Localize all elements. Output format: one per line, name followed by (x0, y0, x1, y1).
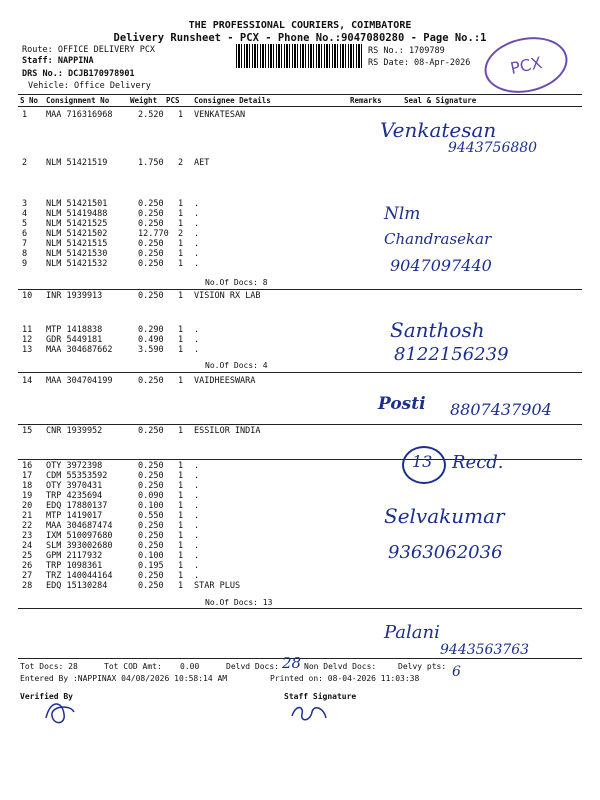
cell-sno: 6 (22, 229, 28, 239)
vehicle-label: Vehicle: Office Delivery (28, 81, 151, 91)
cell-sno: 2 (22, 158, 28, 168)
cell-pcs: 1 (178, 531, 184, 541)
cell-sno: 23 (22, 531, 33, 541)
cell-pcs: 1 (178, 345, 184, 355)
delivered-docs-count: 28 (282, 654, 302, 672)
cell-cno: MAA 304704199 (46, 376, 113, 386)
cell-consignee: . (194, 571, 200, 581)
docs-count-note: No.Of Docs: 13 (205, 598, 273, 607)
cell-wt: 0.250 (138, 521, 164, 531)
cell-wt: 0.290 (138, 325, 164, 335)
cell-sno: 15 (22, 426, 33, 436)
col-remarks: Remarks (350, 96, 382, 105)
cell-wt: 0.250 (138, 541, 164, 551)
total-docs: Tot Docs: 28 (20, 662, 78, 671)
cell-pcs: 1 (178, 511, 184, 521)
cell-wt: 0.250 (138, 239, 164, 249)
cell-wt: 0.250 (138, 426, 164, 436)
cell-sno: 25 (22, 551, 33, 561)
cell-wt: 1.750 (138, 158, 164, 168)
cell-consignee: . (194, 491, 200, 501)
cell-consignee: . (194, 335, 200, 345)
handwritten-count: 13 (412, 452, 433, 471)
cell-cno: OTY 3972398 (46, 461, 103, 471)
cell-consignee: VISION RX LAB (194, 291, 261, 301)
cell-pcs: 1 (178, 219, 184, 229)
delivery-points-count: 6 (452, 664, 461, 680)
cell-sno: 4 (22, 209, 28, 219)
cell-wt: 0.100 (138, 501, 164, 511)
company-name: THE PROFESSIONAL COURIERS, COIMBATORE (188, 20, 412, 31)
cell-wt: 0.550 (138, 511, 164, 521)
cell-cno: IXM 510097680 (46, 531, 113, 541)
cell-consignee: . (194, 325, 200, 335)
verified-by-label: Verified By (20, 692, 73, 701)
cell-consignee: VAIDHEESWARA (194, 376, 256, 386)
staff-label: Staff: NAPPINA (22, 56, 94, 66)
cell-consignee: . (194, 199, 200, 209)
cell-sno: 7 (22, 239, 28, 249)
col-consignee: Consignee Details (194, 96, 271, 105)
handwritten-signature: Selvakumar (384, 504, 505, 528)
cell-consignee: . (194, 531, 200, 541)
cell-pcs: 1 (178, 461, 184, 471)
cell-consignee: . (194, 501, 200, 511)
handwritten-phone: 9047097440 (390, 256, 492, 275)
cell-cno: SLM 393002680 (46, 541, 113, 551)
handwritten-received: Recd. (452, 452, 504, 473)
cell-cno: MTP 1418838 (46, 325, 103, 335)
cell-wt: 2.520 (138, 110, 164, 120)
cell-pcs: 1 (178, 249, 184, 259)
cell-wt: 0.090 (138, 491, 164, 501)
cell-pcs: 1 (178, 501, 184, 511)
cell-sno: 17 (22, 471, 33, 481)
pcx-stamp: PCX (479, 30, 572, 100)
handwritten-phone: 8122156239 (394, 344, 509, 365)
handwritten-phone: 9363062036 (388, 542, 503, 563)
cell-sno: 8 (22, 249, 28, 259)
cell-sno: 27 (22, 571, 33, 581)
drs-number: DRS No.: DCJB170978901 (22, 69, 135, 79)
barcode (236, 44, 364, 68)
route-label: Route: OFFICE DELIVERY PCX (22, 45, 156, 55)
cell-pcs: 1 (178, 471, 184, 481)
cell-cno: GDR 5449181 (46, 335, 103, 345)
cell-cno: NLM 51421530 (46, 249, 108, 259)
cell-consignee: . (194, 511, 200, 521)
non-delivered-docs-label: Non Delvd Docs: (304, 662, 377, 671)
cell-cno: MAA 716316968 (46, 110, 113, 120)
cell-wt: 0.250 (138, 259, 164, 269)
col-sno: S No (20, 96, 39, 105)
cell-consignee: . (194, 209, 200, 219)
group-separator (18, 424, 582, 425)
cell-consignee: . (194, 259, 200, 269)
cell-pcs: 1 (178, 325, 184, 335)
docs-count-note: No.Of Docs: 4 (205, 361, 268, 370)
cell-consignee: . (194, 561, 200, 571)
cell-cno: TRP 1098361 (46, 561, 103, 571)
cell-wt: 0.250 (138, 481, 164, 491)
cell-pcs: 1 (178, 110, 184, 120)
printed-on: Printed on: 08-04-2026 11:03:38 (270, 674, 420, 683)
cell-cno: EDQ 15130284 (46, 581, 108, 591)
total-cod-label: Tot COD Amt: (104, 662, 162, 671)
header-rule-bottom (18, 106, 582, 107)
group-separator (18, 608, 582, 609)
cell-wt: 3.590 (138, 345, 164, 355)
rs-number: RS No.: 1709789 (368, 46, 445, 56)
cell-consignee: VENKATESAN (194, 110, 246, 120)
handwritten-note: Nlm (384, 204, 421, 224)
cell-cno: NLM 51421532 (46, 259, 108, 269)
col-weight: Weight (130, 96, 158, 105)
cell-pcs: 1 (178, 199, 184, 209)
cell-pcs: 1 (178, 426, 184, 436)
cell-cno: EDQ 17880137 (46, 501, 108, 511)
cell-cno: NLM 51419488 (46, 209, 108, 219)
cell-cno: NLM 51421519 (46, 158, 108, 168)
cell-pcs: 1 (178, 551, 184, 561)
total-cod-amount: 0.00 (180, 662, 200, 671)
cell-wt: 0.250 (138, 291, 164, 301)
handwritten-phone: 9443756880 (448, 140, 538, 156)
cell-cno: MAA 304687662 (46, 345, 113, 355)
cell-sno: 28 (22, 581, 33, 591)
delivered-docs-label: Delvd Docs: (226, 662, 279, 671)
cell-cno: OTY 3970431 (46, 481, 103, 491)
cell-sno: 19 (22, 491, 33, 501)
cell-consignee: . (194, 345, 200, 355)
handwritten-phone: 9443563763 (440, 642, 530, 658)
handwritten-signature: Posti (378, 394, 426, 414)
cell-sno: 14 (22, 376, 33, 386)
cell-cno: NLM 51421525 (46, 219, 108, 229)
cell-wt: 0.250 (138, 209, 164, 219)
cell-wt: 0.100 (138, 551, 164, 561)
cell-pcs: 1 (178, 491, 184, 501)
cell-wt: 0.250 (138, 531, 164, 541)
header-rule-top (18, 94, 582, 95)
delivery-points-label: Delvy pts: (398, 662, 447, 671)
cell-consignee: . (194, 249, 200, 259)
cell-cno: CDM 55353592 (46, 471, 108, 481)
cell-cno: TRZ 140044164 (46, 571, 113, 581)
cell-cno: MTP 1419017 (46, 511, 103, 521)
staff-signature (288, 700, 330, 726)
cell-pcs: 1 (178, 335, 184, 345)
handwritten-phone: 8807437904 (450, 400, 552, 419)
cell-consignee: . (194, 471, 200, 481)
cell-pcs: 1 (178, 376, 184, 386)
cell-pcs: 1 (178, 259, 184, 269)
cell-wt: 0.250 (138, 571, 164, 581)
cell-pcs: 2 (178, 229, 184, 239)
cell-wt: 0.250 (138, 581, 164, 591)
cell-consignee: . (194, 461, 200, 471)
cell-wt: 0.490 (138, 335, 164, 345)
cell-sno: 13 (22, 345, 33, 355)
cell-consignee: ESSILOR INDIA (194, 426, 261, 436)
cell-consignee: . (194, 239, 200, 249)
cell-wt: 0.195 (138, 561, 164, 571)
cell-consignee: AET (194, 158, 210, 168)
staff-signature-label: Staff Signature (284, 692, 357, 701)
cell-wt: 0.250 (138, 461, 164, 471)
cell-sno: 22 (22, 521, 33, 531)
cell-pcs: 1 (178, 209, 184, 219)
cell-pcs: 1 (178, 571, 184, 581)
cell-wt: 0.250 (138, 471, 164, 481)
cell-consignee: . (194, 229, 200, 239)
group-separator (18, 289, 582, 290)
cell-cno: GPM 2117932 (46, 551, 103, 561)
cell-pcs: 2 (178, 158, 184, 168)
cell-sno: 5 (22, 219, 28, 229)
cell-sno: 12 (22, 335, 33, 345)
cell-sno: 1 (22, 110, 28, 120)
cell-wt: 0.250 (138, 199, 164, 209)
cell-sno: 21 (22, 511, 33, 521)
cell-consignee: . (194, 551, 200, 561)
cell-pcs: 1 (178, 239, 184, 249)
cell-wt: 0.250 (138, 376, 164, 386)
cell-cno: INR 1939913 (46, 291, 103, 301)
cell-sno: 9 (22, 259, 28, 269)
runsheet-title: Delivery Runsheet - PCX - Phone No.:9047080280 - Page No.:1 (113, 32, 487, 44)
cell-cno: NLM 51421515 (46, 239, 108, 249)
entered-by: Entered By :NAPPINAX 04/08/2026 10:58:14 AM (20, 674, 228, 683)
handwritten-signature: Santhosh (390, 318, 485, 342)
cell-pcs: 1 (178, 561, 184, 571)
rs-date: RS Date: 08-Apr-2026 (368, 58, 471, 68)
cell-pcs: 1 (178, 291, 184, 301)
cell-sno: 11 (22, 325, 33, 335)
cell-cno: MAA 304687474 (46, 521, 113, 531)
cell-wt: 0.250 (138, 219, 164, 229)
cell-cno: CNR 1939952 (46, 426, 103, 436)
cell-pcs: 1 (178, 581, 184, 591)
cell-sno: 10 (22, 291, 33, 301)
cell-consignee: . (194, 481, 200, 491)
handwritten-signature: Palani (384, 622, 440, 643)
cell-cno: NLM 51421501 (46, 199, 108, 209)
cell-consignee: . (194, 219, 200, 229)
cell-sno: 18 (22, 481, 33, 491)
group-separator (18, 372, 582, 373)
cell-sno: 3 (22, 199, 28, 209)
cell-consignee: . (194, 541, 200, 551)
handwritten-signature: Venkatesan (380, 118, 497, 142)
cell-sno: 16 (22, 461, 33, 471)
cell-consignee: . (194, 521, 200, 531)
cell-pcs: 1 (178, 521, 184, 531)
cell-sno: 20 (22, 501, 33, 511)
cell-wt: 0.250 (138, 249, 164, 259)
cell-pcs: 1 (178, 481, 184, 491)
verifier-signature (40, 696, 80, 728)
cell-cno: TRP 4235694 (46, 491, 103, 501)
cell-pcs: 1 (178, 541, 184, 551)
col-seal-signature: Seal & Signature (404, 96, 477, 105)
cell-sno: 26 (22, 561, 33, 571)
cell-cno: NLM 51421502 (46, 229, 108, 239)
col-consignment: Consignment No (46, 96, 110, 105)
col-pcs: PCS (166, 96, 180, 105)
docs-count-note: No.Of Docs: 8 (205, 278, 268, 287)
cell-wt: 12.770 (138, 229, 169, 239)
handwritten-signature: Chandrasekar (384, 230, 492, 248)
cell-consignee: STAR PLUS (194, 581, 241, 591)
cell-sno: 24 (22, 541, 33, 551)
